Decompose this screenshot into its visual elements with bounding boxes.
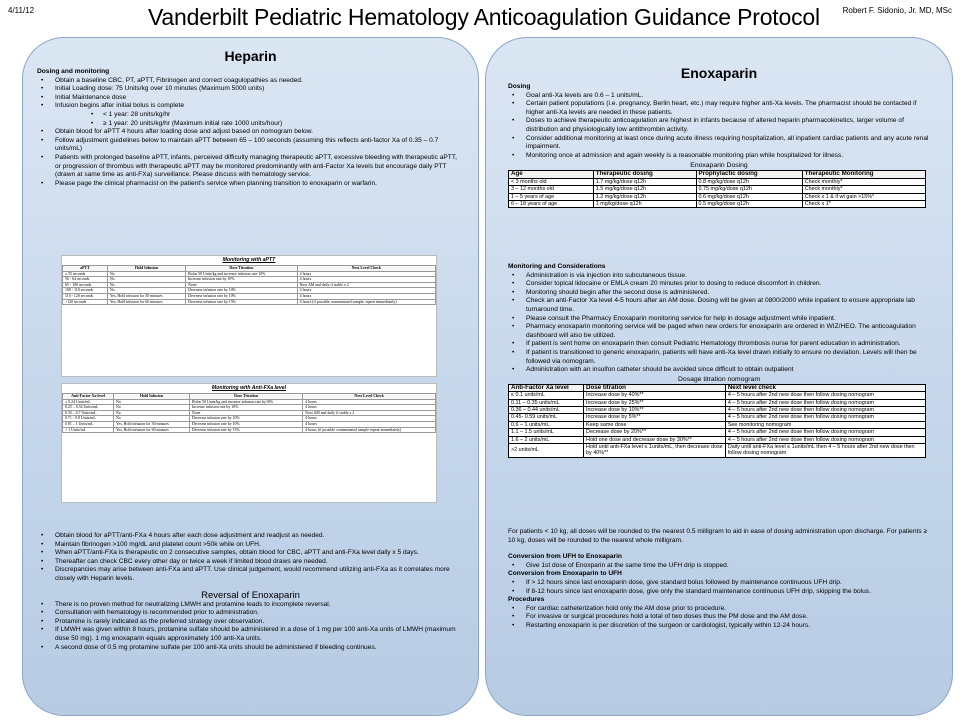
table-cell: 1.7 mg/kg/dose q12h — [593, 178, 696, 185]
aptt-table-caption: Monitoring with aPTT — [222, 257, 276, 263]
table-header: Dose Titration — [186, 266, 298, 272]
list-item: • If patient is transitioned to generic enoxaparin, patients will have anti-Xa level drawn initially to ensure no deviation. Levels will then be followed via nomogram. — [526, 349, 930, 366]
table-cell: 1.5 mg/kg/dose q12h — [593, 186, 696, 193]
table-cell: No — [114, 416, 190, 422]
table-cell: 4 hours — [303, 399, 436, 405]
table-cell: 1 – 5 years of age — [509, 193, 594, 200]
list-item: • Patients with prolonged baseline aPTT, infants, perceived difficulty managing therapeutic aPTT, excessive bleeding with therapeutic aPTT, or progression of thrombus with therapeutic aPTT may be monitored predominantly with anti-Factor Xa levels but encourage daily PTT (drawn at same time as anti-FXa) surveillance. Please discuss with hematology service. — [55, 154, 464, 180]
list-item: • Thereafter can check CBC every other day or twice a week if limited blood draws are needed. — [55, 558, 464, 567]
list-item: • Administration with an insulfon catheter should be avoided since difficult to obtain outpatient — [526, 366, 930, 375]
table-header: Hold Infusion — [114, 394, 190, 400]
table-cell: 4 hours — [303, 416, 436, 422]
table-cell: 1 mg/kg/dose q12h — [593, 200, 696, 207]
table-cell: 0.6 – 1 units/mL — [509, 421, 584, 428]
table-header: Age — [509, 171, 594, 178]
table-cell: 0.11 – 0.35 units/mL — [509, 399, 584, 406]
table-cell: Decrease infusion rate by 10% — [186, 288, 298, 294]
table-cell: Increase infusion rate by 10% — [186, 277, 298, 283]
table-cell: Next AM and daily if stable x 2 — [297, 282, 435, 288]
table-cell: 4 – 5 hours after 2nd new dose then follow dosing nomogram — [725, 414, 925, 421]
table-row — [63, 299, 436, 305]
list-item: • Infusion begins after initial bolus is complete — [55, 102, 464, 111]
list-item: • Protamine is rarely indicated as the preferred strategy over observation. — [55, 618, 464, 627]
table-row — [509, 414, 926, 421]
table-cell: No — [114, 405, 190, 411]
table-row — [509, 200, 926, 207]
table-cell: 1.6 – 2 units/mL — [509, 436, 584, 443]
list-item: • Monitoring once at admission and again weekly is a reasonable monitoring plan while hospitalized for illness. — [526, 152, 930, 161]
list-item: • Obtain blood for aPTT 4 hours after loading dose and adjust based on nomogram below. — [55, 128, 464, 137]
table-cell: 4 hours — [297, 271, 435, 277]
table-cell: 4 hours — [303, 421, 436, 427]
table-cell: Decrease infusion rate by 15% — [186, 299, 298, 305]
table-cell: Next AM and daily if stable x 2 — [303, 410, 436, 416]
table-header: aPTT — [63, 266, 108, 272]
list-item: • For cardiac catheterization hold only the AM dose prior to procedure. — [526, 605, 930, 614]
list-item: • There is no proven method for neutralizing LMWH and protamine leads to incomplete reversal. — [55, 601, 464, 610]
reversal-list — [37, 601, 464, 653]
list-item: • Consider topical lidocaine or EMLA cream 20 minutes prior to dosing to reduce discomfort in children. — [526, 280, 930, 289]
aptt-table — [61, 255, 437, 377]
table-cell: < 3 months old — [509, 178, 594, 185]
table-cell: 4 hours (if possible contaminated sample, repeat immediately) — [297, 299, 435, 305]
list-item: • Certain patient populations (i.e. pregnancy, Berlin heart, etc.) may require higher anti-Xa levels. The pharmacist should be contacted if higher anti-Xa levels are needed in these patients. — [526, 100, 930, 117]
heparin-title: Heparin — [224, 48, 277, 64]
enoxaparin-dosing-table — [508, 170, 926, 208]
table-cell: Decrease dose by 20%** — [584, 429, 726, 436]
table-cell: 0.36 – 0.44 units/mL — [509, 406, 584, 413]
conversion-enox-heading: Conversion from Enoxaparin to UFH — [508, 570, 622, 578]
table-cell: None — [189, 410, 302, 416]
conversion-ufh-list — [508, 562, 930, 571]
author-label: Robert F. Sidonio, Jr. MD, MSc — [842, 6, 952, 15]
table-cell: See monitoring nomogram — [725, 421, 925, 428]
list-item: • ≥ 1 year: 20 units/kg/hr (Maximum initial rate 1000 units/hour) — [103, 120, 464, 129]
list-item: • Follow adjustment guidelines below to maintain aPTT between 65 – 100 seconds (assuming this reflects anti-factor Xa of 0.35 – 0.7 units/mL) — [55, 137, 464, 154]
list-item: • Restarting enoxaparin is per discretion of the surgeon or cardiologist, typically within 12-24 hours. — [526, 622, 930, 631]
list-item: • Monitoring should begin after the second dose is administered. — [526, 289, 930, 298]
list-item: • < 1 year: 28 units/kg/hr — [103, 111, 464, 120]
table-cell: > 1 Units/mL — [63, 427, 114, 433]
table-header: Dose Titration — [189, 394, 302, 400]
table-cell: No — [107, 282, 185, 288]
table-cell: 0.8 mg/kg/dose q12h — [696, 178, 802, 185]
table-cell: ≤ 0.24 Units/mL — [63, 399, 114, 405]
table-cell: 3 – 12 months old — [509, 186, 594, 193]
table-cell: Increase dose by 25%** — [584, 399, 726, 406]
anti-fxa-table — [61, 383, 437, 503]
table-cell: 4 – 5 hours after 2nd new dose then follow dosing nomogram — [725, 429, 925, 436]
table-row — [509, 429, 926, 436]
table-cell: 56 - 64 seconds — [63, 277, 108, 283]
table-cell: Keep same dose — [584, 421, 726, 428]
table-row — [509, 178, 926, 185]
table-cell: No — [107, 277, 185, 283]
page-title: Vanderbilt Pediatric Hematology Anticoagulation Guidance Protocol — [148, 4, 820, 30]
table-cell: Decrease infusion rate by 10% — [189, 421, 302, 427]
list-item: • Goal anti-Xa levels are 0.6 – 1 units/mL. — [526, 92, 930, 101]
table-header: Hold Infusion — [107, 266, 185, 272]
table-header: Therapeutic dosing — [593, 171, 696, 178]
enoxaparin-dosing-table-caption: Enoxaparin Dosing — [690, 162, 748, 170]
table-cell: No — [107, 288, 185, 294]
list-item: • Consider additional monitoring at least once during acute illness requiring hospitalization, all inpatient cardiac patients and any acute renal impairment. — [526, 135, 930, 152]
table-cell: Increase infusion rate by 10% — [189, 405, 302, 411]
table-header: Next Level Check — [297, 266, 435, 272]
list-item: • If LMWH was given within 8 hours, protamine sulfate should be administered in a dose of 1 mg per 100 anti-Xa units of LMWH (maximum dose 50 mg). 1 mg enoxaparin equals approximately 100 anti-Xa units. — [55, 626, 464, 643]
table-cell: Yes, Hold infusion for 30 minutes — [114, 421, 190, 427]
table-cell: No — [114, 410, 190, 416]
enoxaparin-panel — [485, 37, 953, 716]
table-cell: 65 - 100 seconds — [63, 282, 108, 288]
table-cell: >2 units/mL — [509, 443, 584, 457]
table-cell: >120 seconds — [63, 299, 108, 305]
list-item: • Obtain blood for aPTT/anti-FXa 4 hours after each dose adjustment and readjust as needed. — [55, 532, 464, 541]
table-cell: 4 – 5 hours after 2nd new dose then follow dosing nomogram — [725, 406, 925, 413]
table-row — [509, 421, 926, 428]
heparin-dosing-list — [37, 77, 464, 189]
monitoring-list — [508, 272, 930, 375]
table-header: Dose titration — [584, 384, 726, 391]
table-cell: Decrease infusion rate by 10% — [189, 416, 302, 422]
list-item: • A second dose of 0.5 mg protamine sulfate per 100 anti-Xa units should be administered if bleeding continues. — [55, 644, 464, 653]
monitoring-heading: Monitoring and Considerations — [508, 263, 606, 270]
table-cell: Check monthly* — [802, 186, 925, 193]
table-cell: 4 hours (if possible contaminated sample repeat immediately) — [303, 427, 436, 433]
table-cell: 1.1 – 1.5 units/mL — [509, 429, 584, 436]
enoxaparin-dosing-heading: Dosing — [508, 83, 531, 90]
table-cell: Check x 1* — [802, 200, 925, 207]
table-cell: 110 - 120 seconds — [63, 293, 108, 299]
list-item: • Please consult the Pharmacy Enoxaparin monitoring service for help in dosage adjustment while inpatient. — [526, 315, 930, 324]
table-header: Prophylactic dosing — [696, 171, 802, 178]
table-cell: 0.45- 0.59 units/mL — [509, 414, 584, 421]
table-cell: 4 hours — [303, 405, 436, 411]
table-cell: 0.25 – 0.34 Units/mL — [63, 405, 114, 411]
list-item: • For invasive or surgical procedures hold a total of two doses thus the PM dose and the AM dose. — [526, 613, 930, 622]
conversion-ufh-heading: Conversion from UFH to Enoxaparin — [508, 553, 622, 561]
table-row — [509, 399, 926, 406]
table-cell: Yes, Hold infusion for 60 minutes — [107, 299, 185, 305]
list-item: • Obtain a baseline CBC, PT, aPTT, Fibrinogen and correct coagulopathies as needed. — [55, 77, 464, 86]
table-cell: 0.6 mg/kg/dose q12h — [696, 193, 802, 200]
list-item: • Initial Maintenance dose — [55, 94, 464, 103]
list-item: • Please page the clinical pharmacist on the patient's service when planning transition to enoxaparin or warfarin. — [55, 180, 464, 189]
table-cell: 4 hours — [297, 277, 435, 283]
table-cell: No — [114, 399, 190, 405]
table-cell: 0.5 mg/kg/dose q12h — [696, 200, 802, 207]
table-row — [509, 443, 926, 457]
table-cell: 100 - 110 seconds — [63, 288, 108, 294]
table-row — [509, 186, 926, 193]
anti-fxa-table-caption: Monitoring with Anti-FXa level — [211, 385, 287, 391]
procedures-heading: Procedures — [508, 596, 545, 604]
table-cell: 0.81 – 1 Units/mL — [63, 421, 114, 427]
heparin-dosing-heading: Dosing and monitoring — [37, 68, 110, 75]
table-row — [509, 436, 926, 443]
list-item: • If patient is sent home on enoxaparin then consult Pediatric Hematology thrombosis nurse for parent education in administration. — [526, 340, 930, 349]
table-row — [509, 193, 926, 200]
table-cell: 4 hours — [297, 288, 435, 294]
table-cell: Hold one dose and decrease dose by 30%** — [584, 436, 726, 443]
list-item: • Discrepancies may arise between anti-FXa and aPTT. Use clinical judgement, would recommend utilizing anti-FXa as it correlates more closely with Heparin levels. — [55, 566, 464, 583]
table-cell: Increase dose by 40%** — [584, 392, 726, 399]
table-cell: Bolus 50 Units/kg and increase infusion rate by10% — [189, 399, 302, 405]
list-item: • Initial Loading dose: 75 Units/kg over 10 minutes (Maximum 5000 units) — [55, 85, 464, 94]
table-cell: 4 – 5 hours after 2nd new dose then follow dosing nomogram — [725, 399, 925, 406]
table-cell: Check x 1 & if wt gain >15%* — [802, 193, 925, 200]
nomogram-table — [508, 384, 926, 458]
list-item: • When aPTT/anti-FXa is therapeutic on 2 consecutive samples, obtain blood for CBC, aPTT and anti-FXa level daily x 5 days. — [55, 549, 464, 558]
table-cell: 6 – 18 years of age — [509, 200, 594, 207]
table-cell: ≤ 55 seconds — [63, 271, 108, 277]
table-cell: Increase dose by 10%** — [584, 406, 726, 413]
reversal-heading: Reversal of Enoxaparin — [201, 589, 300, 601]
procedures-list — [508, 605, 930, 631]
table-row — [509, 392, 926, 399]
table-cell: 4 hours — [297, 293, 435, 299]
table-row — [63, 427, 436, 433]
list-item: • Doses to achieve therapeutic anticoagulation are highest in infants because of altered heparin pharmacokinetics, larger volume of distribution and physiologically low antithrombin activity. — [526, 117, 930, 134]
conversion-enox-list — [508, 579, 930, 596]
table-header: Next level check — [725, 384, 925, 391]
table-cell: No — [107, 271, 185, 277]
table-cell: Decrease infusion rate by 15% — [189, 427, 302, 433]
list-item: • Give 1st dose of Enoxparin at the same time the UFH drip is stopped. — [526, 562, 930, 571]
date-label: 4/11/12 — [8, 6, 35, 15]
table-cell: Yes, Hold infusion for 30 minutes — [107, 293, 185, 299]
list-item: • Administration is via injection into subcutaneous tissue. — [526, 272, 930, 281]
table-cell: 4 – 5 hours after 2nd new dose then follow dosing nomogram — [725, 392, 925, 399]
table-cell: 4 – 5 hours after 2nd new dose then follow dosing nomogram — [725, 436, 925, 443]
table-cell: 1.2 mg/kg/dose q12h — [593, 193, 696, 200]
table-header: Anti-Factor Xa level — [509, 384, 584, 391]
table-cell: Check monthly* — [802, 178, 925, 185]
list-item: • Maintain fibrinogen >100 mg/dL and platelet count >50k while on UFH. — [55, 541, 464, 550]
heparin-panel — [22, 37, 479, 716]
table-cell: Increase dose by 5%** — [584, 414, 726, 421]
list-item: • If > 12 hours since last enoxaparin dose, give standard bolus followed by maintenance continuous UFH drip. — [526, 579, 930, 588]
table-header: Anti-Factor Xa level — [63, 394, 114, 400]
table-cell: ≤ 0.1 units/mL — [509, 392, 584, 399]
enoxaparin-dosing-list — [508, 92, 930, 161]
table-row — [509, 406, 926, 413]
nomogram-caption: Dosage titration nomogram — [678, 375, 760, 383]
list-item: • Check an anti-Factor Xa level 4-5 hours after an AM dose. Dosing will be given at 0800/2000 while inpatient to ensure appropriate lab turnaround time. — [526, 297, 930, 314]
heparin-followup-list — [37, 532, 464, 584]
table-cell: Yes, Hold infusion for 60 minutes — [114, 427, 190, 433]
table-cell: Bolus 50 Units/kg and increase infusion rate 10% — [186, 271, 298, 277]
list-item: • Pharmacy enoxaparin monitoring service will be paged when new orders for enoxaparin are ordered in WIZ/HEO. The anticoagulation dashboard will also be utilized. — [526, 323, 930, 340]
list-item: • Consultation with hematology is recommended prior to administration. — [55, 609, 464, 618]
table-cell: 0.35 – 0.7 Units/mL — [63, 410, 114, 416]
table-cell: Decrease infusion rate by 10% — [186, 293, 298, 299]
list-item: • If 8-12 hours since last enoxaparin dose, give only the standard maintenance continuous UFH drip, skipping the bolus. — [526, 588, 930, 597]
table-cell: Hold until anti-FXa level ≤ 1units/mL, then decrease dose by 40%** — [584, 443, 726, 457]
table-header: Therapeutic Monitoring — [802, 171, 925, 178]
table-cell: 0.71 - 0.8 Units/mL — [63, 416, 114, 422]
table-cell: 0.75 mg/kg/dose q12h — [696, 186, 802, 193]
table-cell: None — [186, 282, 298, 288]
rounding-text: For patients < 10 kg, all doses will be rounded to the nearest 0.5 milligram to aid in ease of dosing administration upon discharge. For patients ≥ 10 kg, doses will be rounded to the nearest whole milligram. — [508, 528, 928, 544]
enoxaparin-title: Enoxaparin — [680, 65, 758, 81]
table-header: Next Level Check — [303, 394, 436, 400]
table-cell: Daily until anti-FXa level ≤ 1units/mL then 4 – 5 hours after 2nd new dose then follow dosing nomogram — [725, 443, 925, 457]
